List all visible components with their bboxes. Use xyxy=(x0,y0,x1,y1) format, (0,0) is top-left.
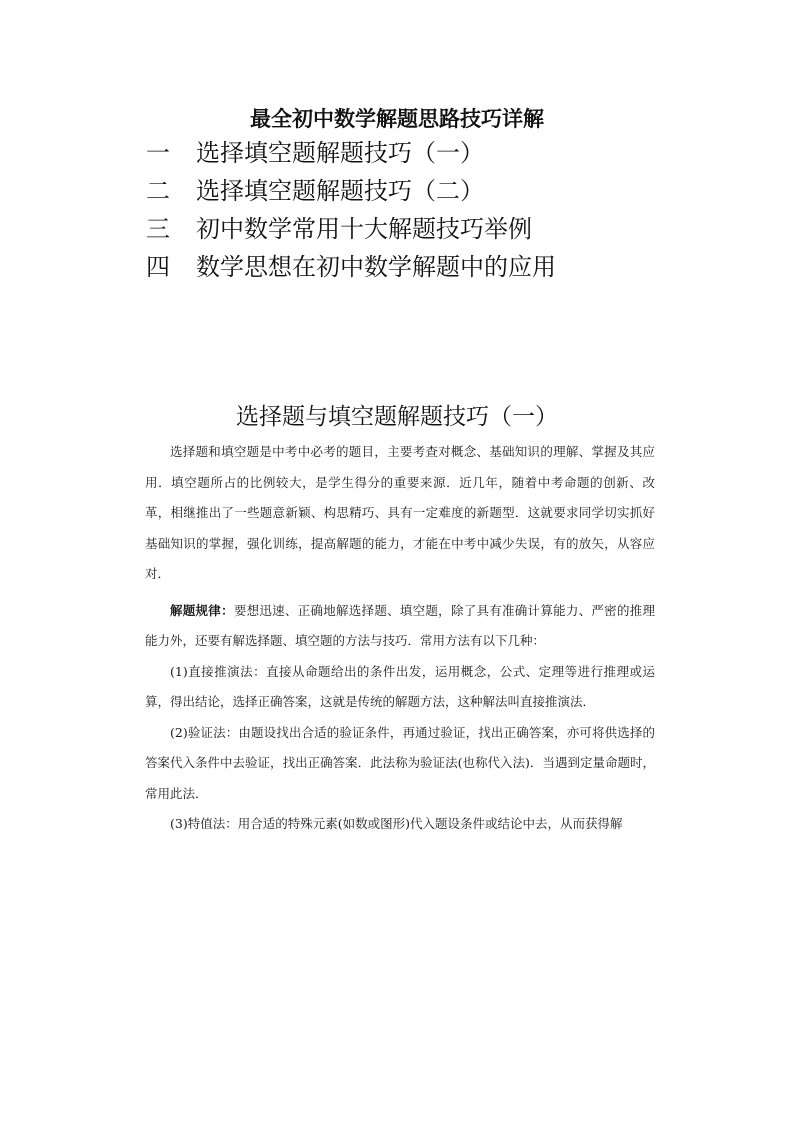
method-paragraph xyxy=(145,809,655,840)
toc-item-number: 一 xyxy=(146,139,170,167)
method-label: (1)直接推演法： xyxy=(170,663,267,679)
intro-paragraph: 选择题和填空题是中考中必考的题目，主要考查对概念、基础知识的理解、掌握及其应用．填空题所占的比例较大，是学生得分的重要来源．近几年，随着中考命题的创新、改革，相继推出了一些题意新颖、构思精巧、具有一定难度的新题型．这就要求同学切实抓好基础知识的掌握，强化训练，提高解题的能力，才能在中考中减少失误，有的放矢，从容应对． xyxy=(145,444,655,581)
toc-item xyxy=(146,248,706,286)
toc-item xyxy=(146,172,706,210)
page-title: 最全初中数学解题思路技巧详解 xyxy=(250,107,544,131)
method-label: (2)验证法： xyxy=(170,724,239,740)
toc-item-text: 数学思想在初中数学解题中的应用 xyxy=(196,253,556,281)
toc-item-text: 选择填空题解题技巧（一） xyxy=(196,139,484,167)
rules-text: 要想迅速、正确地解选择题、填空题，除了具有准确计算能力、严密的推理能力外，还要有解选择题、填空题的方法与技巧．常用方法有以下几种： xyxy=(145,602,655,648)
toc-item-text: 选择填空题解题技巧（二） xyxy=(196,177,484,205)
section-heading: 选择题与填空题解题技巧（一） xyxy=(236,404,558,430)
method-text: 由题设找出合适的验证条件，再通过验证，找出正确答案，亦可将供选择的答案代入条件中去验证，找出正确答案．此法称为验证法(也称代入法)．当遇到定量命题时，常用此法． xyxy=(145,724,655,801)
method-text: 用合适的特殊元素(如数或图形)代入题设条件或结论中去，从而获得解 xyxy=(237,816,623,831)
method-paragraph xyxy=(145,657,655,718)
method-label: (3)特值法： xyxy=(170,816,238,831)
toc-item-number: 二 xyxy=(146,177,170,205)
rules-paragraph xyxy=(145,596,655,657)
method-paragraph xyxy=(145,718,655,810)
toc-item xyxy=(146,134,706,172)
table-of-contents xyxy=(146,134,706,286)
rules-label: 解题规律： xyxy=(170,602,234,618)
method-text: 直接从命题给出的条件出发，运用概念，公式、定理等进行推理或运算，得出结论，选择正确答案，这就是传统的解题方法，这种解法叫直接推演法． xyxy=(145,663,655,709)
toc-item-text: 初中数学常用十大解题技巧举例 xyxy=(196,215,532,243)
toc-item-number: 四 xyxy=(146,253,170,281)
body-text xyxy=(145,437,655,840)
toc-item-number: 三 xyxy=(146,215,170,243)
toc-item xyxy=(146,210,706,248)
